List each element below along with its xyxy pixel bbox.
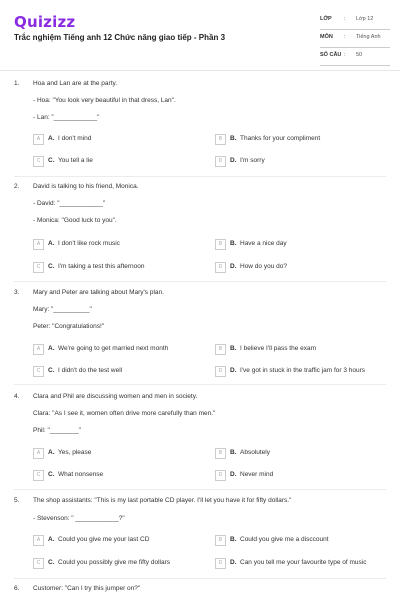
option-box: D (215, 156, 226, 167)
option-text: I've got in stuck in the traffic jam for 3 hours (240, 367, 366, 374)
question-line: - Hoa: "You look very beautiful in that dress, Lan". (33, 97, 176, 104)
question-line: Clara and Phil are discussing women and men in society. (33, 393, 198, 400)
question-line: - Monica: "Good luck to you". (33, 217, 117, 224)
option-text: Have a nice day (240, 240, 287, 247)
option-text: I don't mind (58, 135, 92, 142)
question-number: 5. (14, 497, 20, 504)
option-text: I didn't do the test well (58, 367, 123, 374)
question-line: Clara: "As I see it, women often drive more carefully than men." (33, 410, 216, 417)
option-letter: A. (48, 449, 55, 456)
question-divider (14, 384, 386, 385)
option-text: What nonsense (58, 471, 104, 478)
option-box: A (33, 344, 44, 355)
option-letter: C. (48, 263, 55, 270)
option-letter: D. (230, 471, 237, 478)
option-box: D (215, 470, 226, 481)
option-text: Could you give me a disccount (240, 536, 329, 543)
option-box: D (215, 262, 226, 273)
header-divider (0, 70, 400, 71)
question-number: 2. (14, 183, 20, 190)
meta-row-subject (320, 30, 390, 48)
question-divider (14, 281, 386, 282)
option-box: B (215, 535, 226, 546)
question-number: 3. (14, 289, 20, 296)
question-number: 4. (14, 393, 20, 400)
question-line: Mary and Peter are talking about Mary's plan. (33, 289, 164, 296)
question-number: 6. (14, 585, 20, 592)
option-text: We're going to get married next month (58, 345, 169, 352)
option-text: How do you do? (240, 263, 287, 270)
option-letter: D. (230, 559, 237, 566)
quizizz-logo: Quizizz (14, 13, 76, 31)
option-text: I don't like rock music (58, 240, 120, 247)
option-text: Can you tell me your favourite type of music (240, 559, 367, 566)
meta-value: Tiếng Anh (356, 34, 381, 40)
question-line: Hoa and Lan are at the party. (33, 80, 118, 87)
option-text: Could you give me your last CD (58, 536, 150, 543)
question-line: Phil: "________" (33, 427, 81, 434)
question-line: Customer: "Can I try this jumper on?" (33, 585, 141, 592)
meta-colon: : (344, 52, 346, 58)
option-box: C (33, 558, 44, 569)
option-letter: A. (48, 135, 55, 142)
question-line: - Stevenson: " ____________?" (33, 515, 125, 522)
option-letter: A. (48, 240, 55, 247)
option-box: A (33, 535, 44, 546)
option-text: Thanks for your compliment (240, 135, 321, 142)
question-line: David is talking to his friend, Monica. (33, 183, 139, 190)
meta-row-class (320, 12, 390, 30)
question-line: - Lan: "____________" (33, 114, 100, 121)
option-letter: B. (230, 449, 237, 456)
option-letter: C. (48, 157, 55, 164)
worksheet-header (0, 0, 400, 70)
meta-value: 50 (356, 52, 363, 58)
option-text: You tell a lie (58, 157, 93, 164)
option-text: Never mind (240, 471, 274, 478)
question-line: - David: "____________" (33, 200, 106, 207)
option-box: A (33, 448, 44, 459)
option-box: B (215, 448, 226, 459)
option-box: A (33, 134, 44, 145)
meta-key: LỚP (320, 16, 332, 22)
question-divider (14, 578, 386, 579)
option-letter: A. (48, 345, 55, 352)
option-text: I'm taking a test this afternoon (58, 263, 145, 270)
option-letter: D. (230, 157, 237, 164)
question-line: Mary: "__________" (33, 306, 92, 313)
option-text: Absolutely (240, 449, 270, 456)
question-line: Peter: "Congratulations!" (33, 323, 105, 330)
option-letter: B. (230, 536, 237, 543)
option-letter: C. (48, 367, 55, 374)
option-box: C (33, 366, 44, 377)
option-box: B (215, 239, 226, 250)
option-letter: B. (230, 135, 237, 142)
option-box: D (215, 558, 226, 569)
option-box: B (215, 344, 226, 355)
option-letter: D. (230, 263, 237, 270)
option-letter: A. (48, 536, 55, 543)
meta-value: Lớp 12 (356, 16, 374, 22)
option-text: I believe I'll pass the exam (240, 345, 317, 352)
option-letter: B. (230, 345, 237, 352)
worksheet-meta (320, 12, 390, 66)
option-letter: B. (230, 240, 237, 247)
meta-colon: : (344, 16, 346, 22)
option-text: I'm sorry (240, 157, 265, 164)
option-box: B (215, 134, 226, 145)
meta-key: MÔN (320, 34, 333, 40)
meta-colon: : (344, 34, 346, 40)
question-line: The shop assistants: "This is my last portable CD player. I'll let you have it for fifty dollars." (33, 497, 292, 504)
question-number: 1. (14, 80, 20, 87)
option-text: Yes, please (58, 449, 92, 456)
meta-row-question-count (320, 48, 390, 66)
option-box: C (33, 262, 44, 273)
option-letter: D. (230, 367, 237, 374)
worksheet-title: Trắc nghiệm Tiếng anh 12 Chức năng giao tiếp - Phần 3 (14, 33, 226, 42)
question-divider (14, 489, 386, 490)
option-text: Could you possibly give me fifty dollars (58, 559, 170, 566)
option-box: A (33, 239, 44, 250)
option-box: D (215, 366, 226, 377)
option-box: C (33, 156, 44, 167)
option-letter: C. (48, 559, 55, 566)
option-letter: C. (48, 471, 55, 478)
option-box: C (33, 470, 44, 481)
meta-key: SỐ CÂU (320, 52, 342, 58)
question-divider (14, 176, 386, 177)
